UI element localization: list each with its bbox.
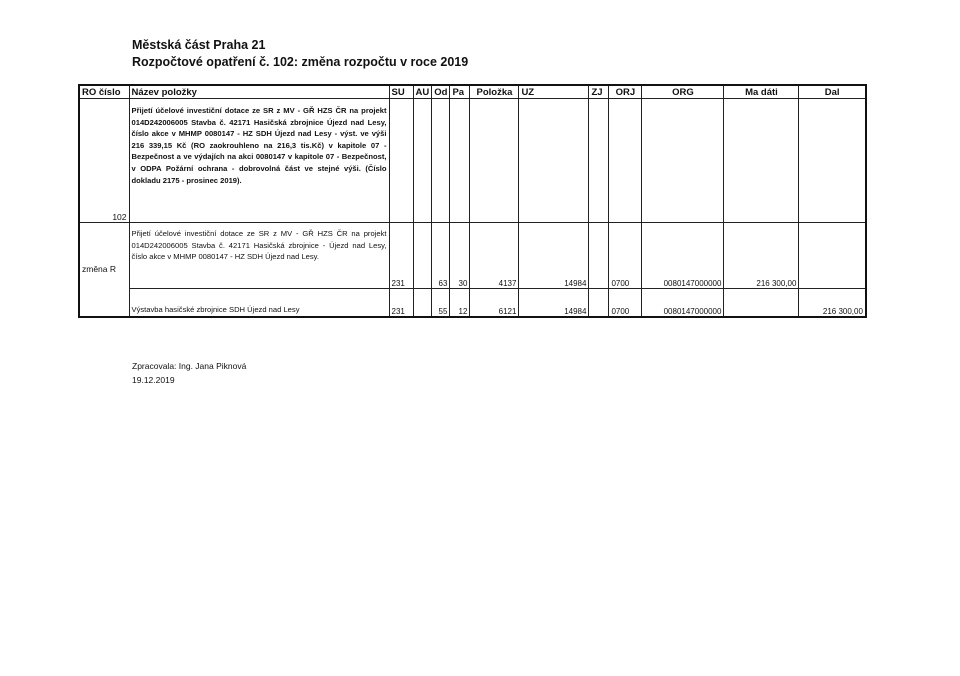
cell-au <box>413 99 432 223</box>
cell-su <box>389 99 413 223</box>
cell-au <box>413 223 432 289</box>
col-header-ro: RO číslo <box>79 85 129 99</box>
col-header-zj: ZJ <box>589 85 609 99</box>
col-header-ma-dati: Ma dáti <box>724 85 799 99</box>
cell-dal <box>799 99 866 223</box>
cell-uz: 14984 <box>519 289 589 317</box>
cell-pa: 12 <box>450 289 470 317</box>
ro-number: 102 <box>79 99 129 223</box>
col-header-od: Od <box>432 85 450 99</box>
cell-orj: 0700 <box>609 289 642 317</box>
cell-polozka <box>470 99 519 223</box>
table-row <box>79 223 866 289</box>
col-header-dal: Dal <box>799 85 866 99</box>
col-header-uz: UZ <box>519 85 589 99</box>
col-header-name: Název položky <box>129 85 389 99</box>
cell-org <box>642 99 724 223</box>
cell-orj <box>609 99 642 223</box>
col-header-polozka: Položka <box>470 85 519 99</box>
cell-zj <box>589 223 609 289</box>
ro-change-label: změna R <box>79 223 129 317</box>
item-description: Výstavba hasičské zbrojnice SDH Újezd nad Lesy <box>129 289 389 317</box>
table-row <box>79 99 866 223</box>
prepared-by: Zpracovala: Ing. Jana Piknová <box>132 361 247 371</box>
cell-org: 0080147000000 <box>642 289 724 317</box>
cell-orj: 0700 <box>609 223 642 289</box>
cell-dal <box>799 223 866 289</box>
document-title: Rozpočtové opatření č. 102: změna rozpočtu v roce 2019 <box>132 55 469 69</box>
cell-uz <box>519 99 589 223</box>
cell-au <box>413 289 432 317</box>
col-header-orj: ORJ <box>609 85 642 99</box>
table-row <box>79 289 866 317</box>
cell-polozka: 4137 <box>470 223 519 289</box>
item-description: Přijetí účelové investiční dotace ze SR z MV - GŘ HZS ČR na projekt 014D242006005 Stavba č. 42171 Hasičská zbrojnice - Újezd nad Lesy, číslo akce v MHMP 0080147 - HZ SDH Újezd nad Lesy. <box>129 223 389 289</box>
item-description: Přijetí účelové investiční dotace ze SR z MV - GŘ HZS ČR na projekt 014D242006005 Stavba č. 42171 Hasičská zbrojnice Újezd nad Lesy, číslo akce v MHMP 0080147 - HZ SDH Újezd nad Lesy - výst. ve výši 216 339,15 Kč (RO zaokrouhleno na 216,3 tis.Kč) v kapitole 07 - Bezpečnost a ve výdajích na akci 0080147 v kapitole 07 - Bezpečnost, v ODPA Požární ochrana - dobrovolná část ve stejné výši. (Číslo dokladu 2175 - prosinec 2019). <box>129 99 389 223</box>
municipality-title: Městská část Praha 21 <box>132 38 266 52</box>
cell-ma-dati <box>724 289 799 317</box>
cell-pa: 30 <box>450 223 470 289</box>
col-header-su: SU <box>389 85 413 99</box>
cell-od: 63 <box>432 223 450 289</box>
cell-od: 55 <box>432 289 450 317</box>
cell-su: 231 <box>389 223 413 289</box>
table-header-row <box>79 85 866 99</box>
col-header-pa: Pa <box>450 85 470 99</box>
cell-pa <box>450 99 470 223</box>
cell-uz: 14984 <box>519 223 589 289</box>
budget-table <box>78 84 867 318</box>
cell-od <box>432 99 450 223</box>
cell-ma-dati: 216 300,00 <box>724 223 799 289</box>
col-header-org: ORG <box>642 85 724 99</box>
cell-org: 0080147000000 <box>642 223 724 289</box>
cell-polozka: 6121 <box>470 289 519 317</box>
col-header-au: AU <box>413 85 432 99</box>
cell-su: 231 <box>389 289 413 317</box>
document-date: 19.12.2019 <box>132 375 175 385</box>
cell-ma-dati <box>724 99 799 223</box>
cell-dal: 216 300,00 <box>799 289 866 317</box>
cell-zj <box>589 99 609 223</box>
cell-zj <box>589 289 609 317</box>
